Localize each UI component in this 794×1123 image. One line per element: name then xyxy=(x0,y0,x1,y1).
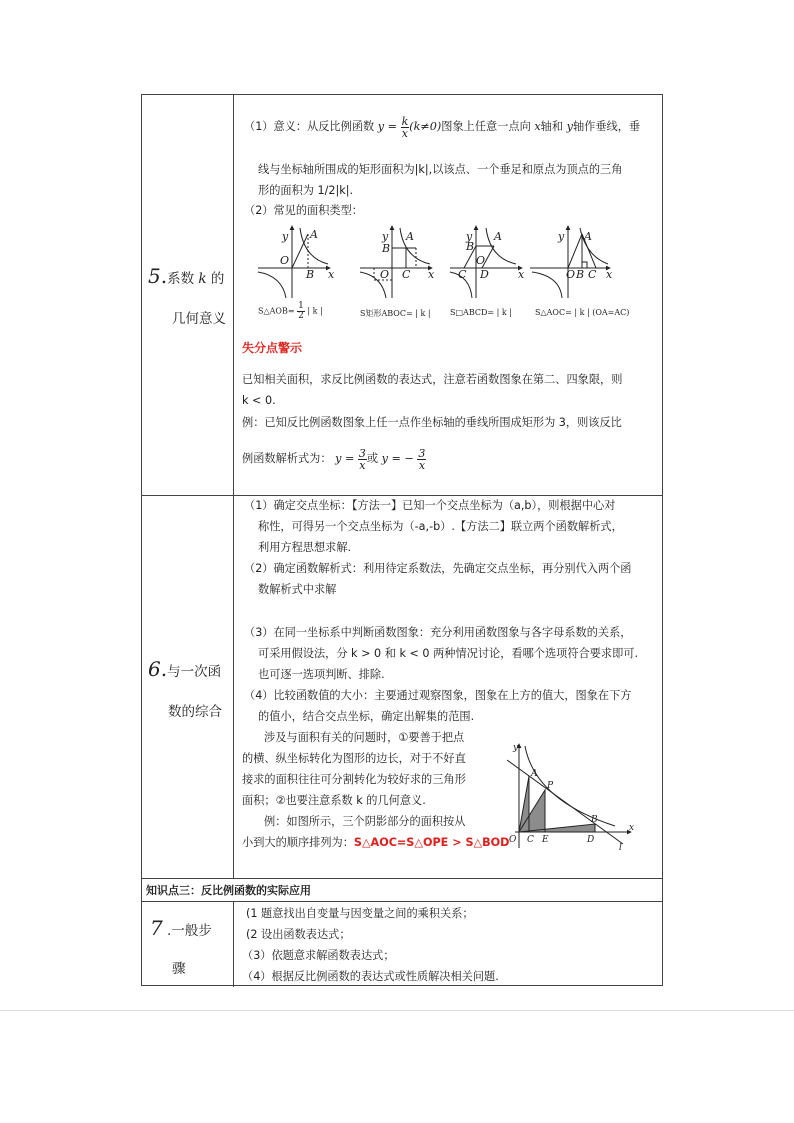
section-5-label-a: 系数 xyxy=(167,271,195,287)
sec6-line-14: 面积；②也要注意系数 k 的几何意义. xyxy=(242,794,426,807)
fig-o-label: O xyxy=(509,835,517,845)
caption-aob-den: 2 xyxy=(298,311,304,321)
fig-d-label: D xyxy=(587,835,595,845)
section-6-label-a: 与一次函 xyxy=(167,664,222,680)
fig-p-label: P xyxy=(547,781,554,791)
fig-c-label: C xyxy=(527,835,534,845)
meaning-end: 轴作垂线，垂 xyxy=(572,120,641,133)
section-5-label-c: 几何意义 xyxy=(172,311,226,327)
graph-parallelogram-abcd xyxy=(450,226,522,298)
sec6-line-4: （2）确定函数解析式：利用待定系数法，先确定交点坐标，再分别代入两个函 xyxy=(244,562,632,575)
graph2-y-label: y xyxy=(382,230,389,243)
knowledge-point-3-heading: 知识点三：反比例函数的实际应用 xyxy=(146,884,311,897)
section-6-number: 6. xyxy=(148,657,168,681)
warning-line-4 xyxy=(242,444,426,474)
section-7-label-b: 骤 xyxy=(172,961,186,977)
graph2-b-label: B xyxy=(382,242,391,255)
meaning-post: 图象上任意一点向 xyxy=(441,120,531,133)
graph3-o-label: O xyxy=(476,254,486,267)
section-5-number: 5. xyxy=(148,264,168,288)
sec6-line-11: 涉及与面积有关的问题时，①要善于把点 xyxy=(264,731,465,744)
warning-heading: 失分点警示 xyxy=(242,341,303,355)
graph3-x-label: x xyxy=(518,268,525,281)
caption-aboc: S矩形ABOC= | k | xyxy=(360,309,431,318)
meaning-fraction xyxy=(401,116,410,139)
meaning-prefix: （1）意义：从反比例函数 xyxy=(244,120,375,133)
shaded-area-figure xyxy=(505,740,635,852)
warning-line-1: 已知相关面积，求反比例函数的表达式，注意若函数图象在第二、四象限，则 xyxy=(242,373,623,386)
graph3-y-label: y xyxy=(466,230,473,243)
graph1-y-label: y xyxy=(282,230,289,243)
fig-e-label: E xyxy=(542,835,549,845)
fig-y-label: y xyxy=(513,743,519,753)
caption-aob-post: | k | xyxy=(307,306,323,316)
answer-den-1: x xyxy=(359,458,366,472)
graph1-o-label: O xyxy=(280,254,290,267)
meaning-numerator: k xyxy=(401,114,409,128)
section-5-label-b: 的 xyxy=(210,271,225,287)
caption-abcd: S□ABCD= | k | xyxy=(450,308,512,317)
graph3-b-label: B xyxy=(466,240,475,253)
sec6-line-3: 利用方程思想求解. xyxy=(258,541,352,554)
answer-or: 或 xyxy=(366,452,379,465)
answer-eq2: y = − xyxy=(381,452,414,465)
warning-line-3: 例：已知反比例函数图象上任一点作坐标轴的垂线所围成矩形为 3，则该反比 xyxy=(242,416,622,429)
warning-line-2: k < 0. xyxy=(242,394,276,407)
section-7-number: 7 xyxy=(150,916,163,940)
graph2-c-label: C xyxy=(402,268,411,281)
column-divider xyxy=(233,95,234,878)
section-7-label-a: .一般步 xyxy=(167,923,212,939)
graph4-o-label: O xyxy=(566,268,576,281)
sec6-line-10: 的值小，结合交点坐标，确定出解集的范围. xyxy=(258,710,475,723)
graph4-b-label: B xyxy=(576,268,585,281)
fig-b-label: B xyxy=(591,815,598,825)
graph4-x-label: x xyxy=(606,268,613,281)
sec6-line-13: 接求的面积往往可分割转化为较好求的三角形 xyxy=(242,773,466,786)
graph2-o-label: O xyxy=(380,268,390,281)
sec6-line-6: （3）在同一坐标系中判断函数图象：充分利用函数图象与各字母系数的关系， xyxy=(244,626,632,639)
fig-l-label: l xyxy=(619,843,622,853)
sec6-line-2: 称性，可得另一个交点坐标为（-a,-b）.【方法二】联立两个函数解析式， xyxy=(258,520,623,533)
meaning-y: y xyxy=(566,120,573,133)
sec6-line-8: 也可逐一选项判断、排除. xyxy=(258,668,385,681)
meaning-line-3: 形的面积为 1/2|k|. xyxy=(258,184,354,197)
meaning-eq: y = xyxy=(377,120,398,133)
caption-aob-fraction xyxy=(297,302,305,321)
step-4: （4）根据反比例函数的表达式或性质解决相关问题. xyxy=(242,970,499,983)
graph1-a-label: A xyxy=(310,228,318,241)
meaning-line-1 xyxy=(244,112,640,142)
page-separator xyxy=(0,1010,794,1011)
step-1: (1 题意找出自变量与因变量之间的乘积关系； xyxy=(246,907,474,920)
sec6-line-15: 例：如图所示，三个阴影部分的面积按从 xyxy=(264,815,466,828)
area-types-heading: （2）常见的面积类型： xyxy=(244,204,363,217)
meaning-denominator: x xyxy=(401,126,409,140)
graph3-c-label: C xyxy=(458,268,467,281)
row-divider xyxy=(142,901,662,902)
step-3: （3）依题意求解函数表达式； xyxy=(242,949,395,962)
answer-prefix: 例函数解析式为： xyxy=(242,452,332,465)
section-6-label xyxy=(148,657,221,681)
meaning-mid: 轴和 xyxy=(540,120,564,133)
answer-fraction-2 xyxy=(417,448,426,471)
graph-rectangle-aboc xyxy=(360,226,432,298)
sec6-line-7: 可采用假设法，分 k > 0 和 k < 0 两种情况讨论，看哪个选项符合要求即可. xyxy=(258,647,639,660)
answer-num-1: 3 xyxy=(358,446,366,460)
fig-a-label: A xyxy=(531,769,538,779)
graph3-a-label: A xyxy=(494,230,502,243)
answer-fraction-1 xyxy=(358,448,367,471)
meaning-x: x xyxy=(534,120,541,133)
meaning-condition: (k≠0) xyxy=(409,120,442,133)
row-divider xyxy=(142,878,662,879)
graph4-y-label: y xyxy=(558,230,565,243)
fig-x-label: x xyxy=(629,823,635,833)
row-divider xyxy=(142,495,662,496)
graph3-d-label: D xyxy=(480,268,489,281)
answer-eq1: y = xyxy=(335,452,355,465)
column-divider xyxy=(233,901,234,987)
caption-aoc: S△AOC= | k | (OA=AC) xyxy=(535,308,630,317)
sec6-answer-prefix: 小到大的顺序排列为： xyxy=(242,836,354,849)
section-7-label xyxy=(150,916,212,940)
graph4-c-label: C xyxy=(588,268,597,281)
graph1-x-label: x xyxy=(328,268,335,281)
graph1-b-label: B xyxy=(306,268,315,281)
area-type-graphs xyxy=(250,222,670,302)
graph-triangle-aoc xyxy=(530,226,610,298)
sec6-line-12: 的横、纵坐标转化为图形的边长，对于不好直 xyxy=(242,752,466,765)
graph2-x-label: x xyxy=(428,268,435,281)
sec6-line-9: （4）比较函数值的大小：主要通过观察图象，图象在上方的值大，图象在下方 xyxy=(244,689,632,702)
section-5-label-k: k xyxy=(198,271,207,287)
caption-aob xyxy=(258,302,323,321)
answer-num-2: 3 xyxy=(418,446,426,460)
graph-triangle-aob xyxy=(258,226,330,298)
caption-aob-num: 1 xyxy=(298,301,304,311)
answer-den-2: x xyxy=(418,458,426,472)
graph2-a-label: A xyxy=(406,230,414,243)
step-2: (2 设出函数表达式； xyxy=(246,928,351,941)
section-5-label xyxy=(148,264,224,288)
sec6-line-16 xyxy=(242,836,509,850)
sec6-answer: S△AOC=S△OPE > S△BOD xyxy=(353,836,510,849)
sec6-line-1: （1）确定交点坐标：【方法一】已知一个交点坐标为（a,b），则根据中心对 xyxy=(244,499,616,512)
caption-aob-prefix: S△AOB= xyxy=(258,306,295,316)
graph4-a-label: A xyxy=(584,230,592,243)
section-6-label-b: 数的综合 xyxy=(168,704,222,720)
sec6-line-5: 数解析式中求解 xyxy=(258,583,337,596)
meaning-line-2: 线与坐标轴所围成的矩形面积为|k|,以该点、一个垂足和原点为顶点的三角 xyxy=(258,163,623,176)
